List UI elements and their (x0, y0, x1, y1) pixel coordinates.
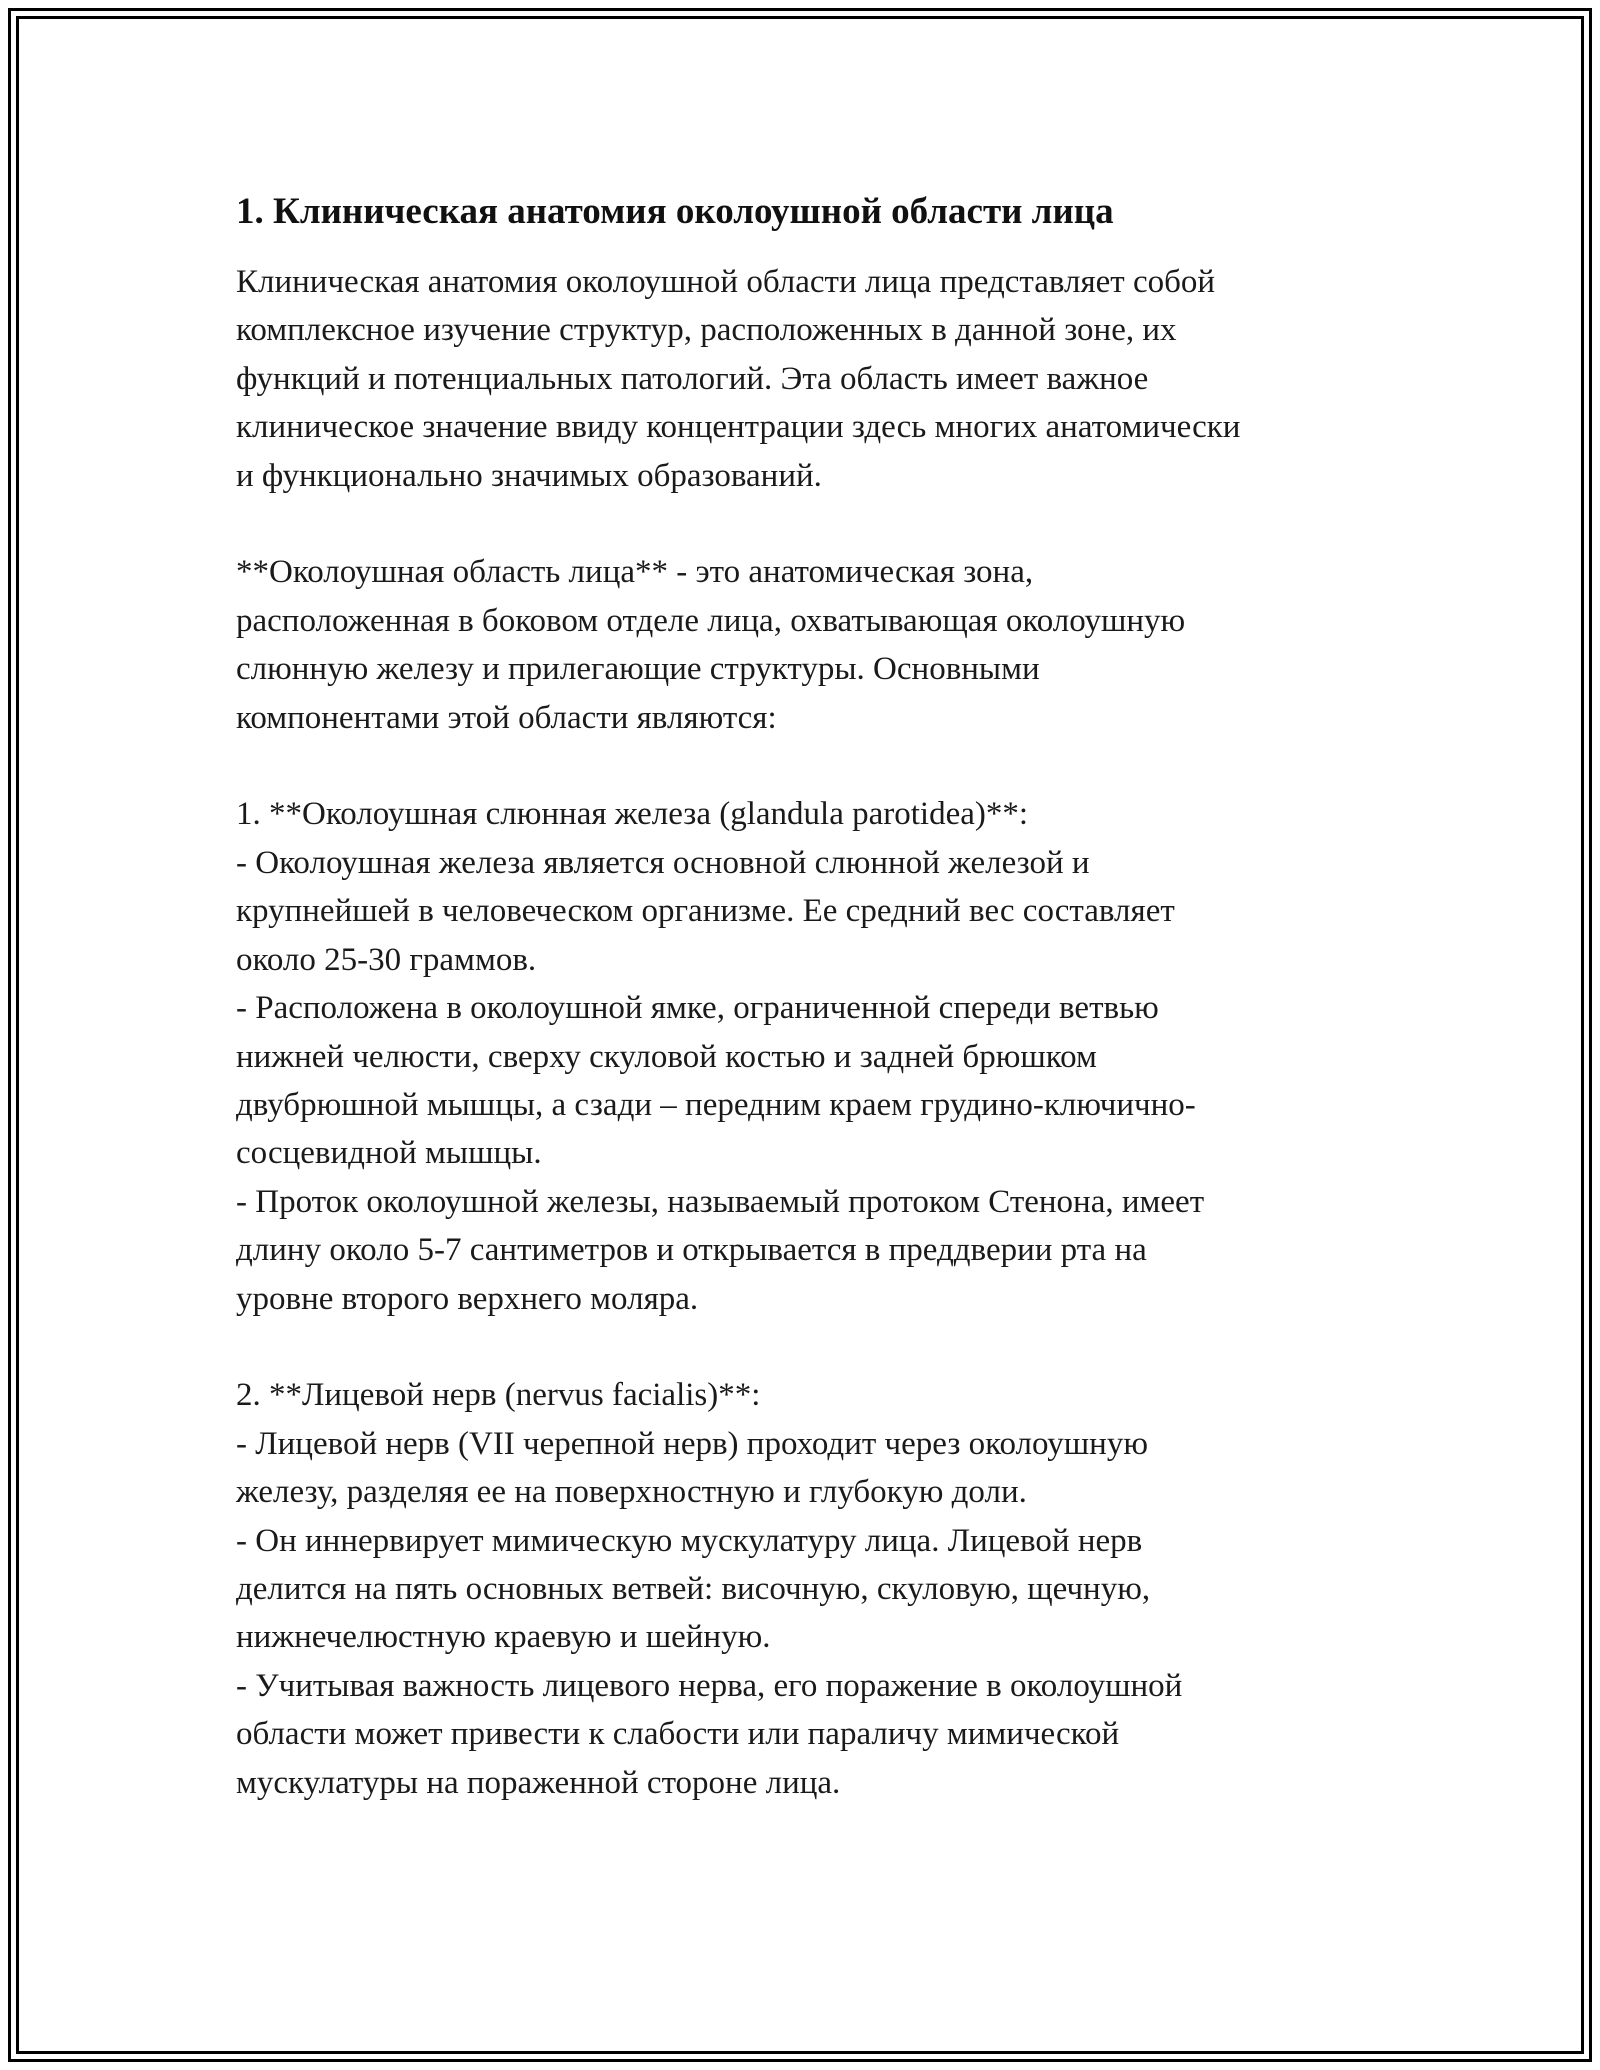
document-body-text: Клиническая анатомия околоушной области лица представляет собой комплексное изучение структур, расположенных в данной зоне, их функций и потенциальных патологий. Эта область имеет важное клиническое значение ввиду концентрации здесь многих анатомически и функционально значимых образований. **Околоушная область лица** - это анатомическая зона, расположенная в боковом отделе лица, охватывающая околоушную слюнную железу и прилегающие структуры. Основными компонентами этой области являются: 1. **Околоушная слюнная железа (glandula parotidea)**: - Околоушная железа является основной слюнной железой и крупнейшей в человеческом организме. Ее средний вес составляет около 25-30 граммов. - Расположена в околоушной ямке, ограниченной спереди ветвью нижней челюсти, сверху скуловой костью и задней брюшком двубрюшной мышцы, а сзади – передним краем грудино-ключично- сосцевидной мышцы. - Проток околоушной железы, называемый протоком Стенона, имеет длину около 5-7 сантиметров и открывается в преддверии рта на уровне второго верхнего моляра. 2. **Лицевой нерв (nervus facialis)**: - Лицевой нерв (VII черепной нерв) проходит через околоушную железу, разделяя ее на поверхностную и глубокую доли. - Он иннервирует мимическую мускулатуру лица. Лицевой нерв делится на пять основных ветвей: височную, скуловую, щечную, нижнечелюстную краевую и шейную. - Учитывая важность лицевого нерва, его поражение в околоушной области может привести к слабости или параличу мимической мускулатуры на пораженной стороне лица. (236, 264, 1241, 1801)
document-heading: 1. Клиническая анатомия околоушной области лица (236, 191, 1114, 232)
document-content (236, 186, 1366, 1807)
